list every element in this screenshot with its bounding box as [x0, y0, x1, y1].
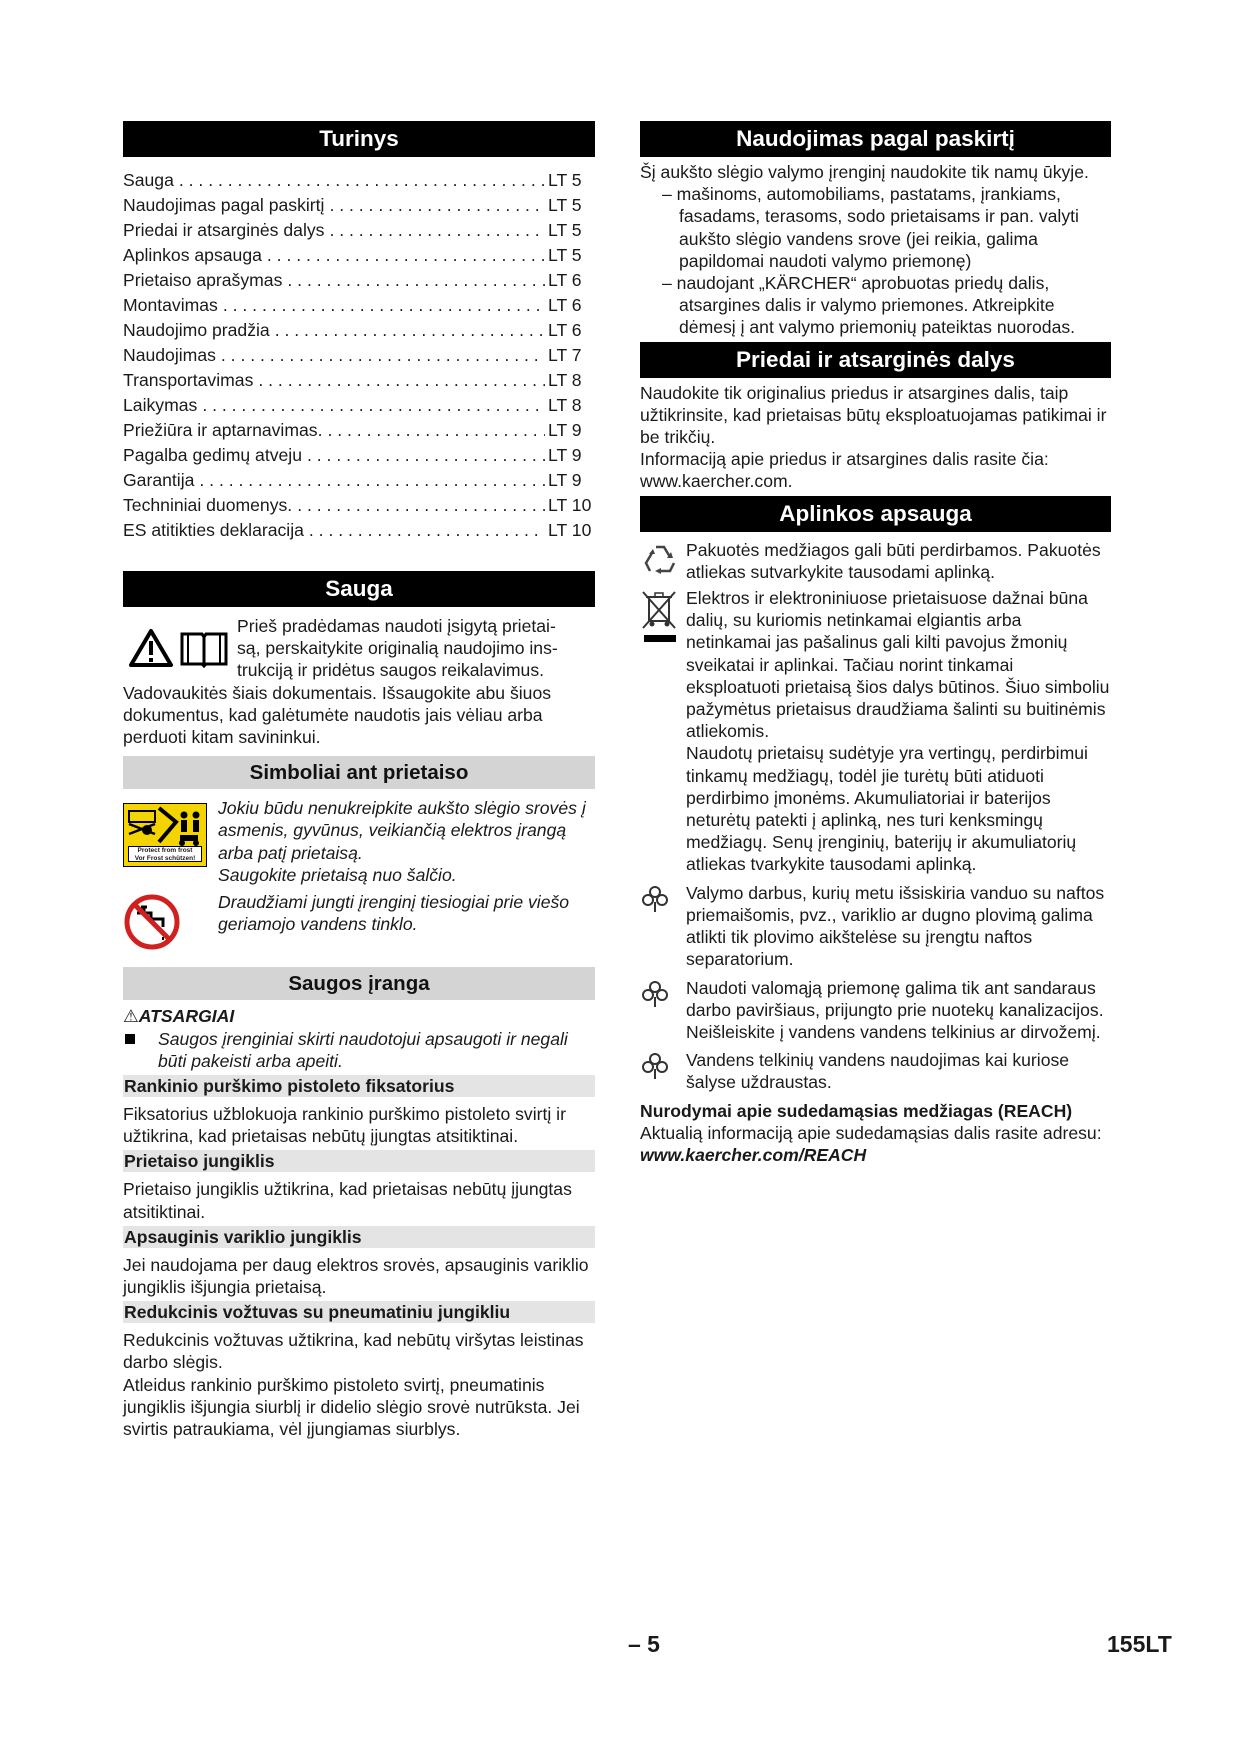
crossed-bin-icon: [640, 589, 680, 649]
toc-item-label: Naudojimas: [123, 345, 216, 365]
caution-triangle-icon: ⚠: [123, 1006, 139, 1027]
sauga-intro: [123, 615, 595, 748]
no-drinking-water-connection-icon: [123, 893, 181, 951]
toc-row: [123, 168, 595, 193]
toc-item-label: Pagalba gedimų atveju: [123, 445, 302, 465]
text-pressure-switch: Atleidus rankinio purškimo pistoleto svirtį, pneumatinis jungiklis išjungia siurblį ir didelio slėgio srovė nutrūksta. Jei svirtis patraukiama, vėl įjungiamas siurblys.: [123, 1374, 580, 1440]
toc-row: [123, 493, 595, 518]
heading-motor-protection: Apsauginis variklio jungiklis: [123, 1226, 595, 1248]
toc-item-label: Laikymas: [123, 395, 198, 415]
intended-use-heading: Naudojimas pagal paskirtį: [640, 121, 1111, 157]
text-motor-protection: Jei naudojama per daug elektros srovės, apsauginis variklio jungiklis išjungia prietaisą.: [123, 1254, 589, 1298]
toc-leader-dots: [282, 268, 545, 293]
toc-row: [123, 368, 595, 393]
toc-leader-dots: [302, 443, 545, 468]
toc-row: [123, 293, 595, 318]
warning-high-pressure: Jokiu būdu nenukreipkite aukšto slėgio srovės į asmenis, gyvūnus, veikiančią elektros įrangą arba patį prietaisą.: [218, 798, 586, 863]
env-recycle: Pakuotės medžiagos gali būti perdirbamos. Pakuotės atliekas sutvarkykite tausodami aplinką.: [640, 539, 1111, 583]
intended-use-item-2: – naudojant „KÄRCHER“ aprobuotas priedų dalis, atsargines dalis ir valymo priemones. Atkreipkite dėmesį į ant valymo priemonių pateiktas nuorodas.: [662, 273, 1076, 338]
toc-item-label: Priežiūra ir aptarnavimas.: [123, 420, 323, 440]
reach-text: Aktualią informaciją apie sudedamąsias dalis rasite adresu:: [640, 1122, 1102, 1143]
toc-item-label: Techniniai duomenys.: [123, 495, 293, 515]
toc-item-label: Montavimas: [123, 295, 218, 315]
intended-use-item-1: – mašinoms, automobiliams, pastatams, įrankiams, fasadams, terasoms, sodo prietaisams ir pan. valyti aukšto slėgio vandens srove (jei reikia, galima papildomai naudoti valymo priemonę): [662, 184, 1079, 271]
env-tip-1: Valymo darbus, kurių metu išsiskiria vanduo su naftos priemaišomis, pvz., variklio ar dugno plovimą galima atlikti tik plovimo aikštelėse su įrengtu naftos separatorium.: [640, 882, 1111, 971]
toc-item-page: LT 9: [548, 470, 582, 490]
open-book-icon: [178, 628, 230, 668]
toc-row: [123, 343, 595, 368]
symbols-heading: Simboliai ant prietaiso: [123, 756, 595, 789]
bullet-square-icon: [125, 1034, 135, 1044]
toc-item-label: Transportavimas: [123, 370, 254, 390]
toc-item-page: LT 9: [548, 445, 582, 465]
toc-item-label: Garantija: [123, 470, 195, 490]
left-column: [123, 121, 595, 1440]
toc-item-label: Priedai ir atsarginės dalys: [123, 220, 325, 240]
drinking-water-warning: [123, 891, 595, 935]
toc-item-page: LT 6: [548, 295, 582, 315]
toc-leader-dots: [324, 193, 545, 218]
reach-url: www.kaercher.com/REACH: [640, 1144, 867, 1165]
toc-leader-dots: [270, 318, 545, 343]
environment-tip-icon: [640, 979, 670, 1009]
caution-block: [123, 1005, 595, 1072]
toc-item-page: LT 5: [548, 195, 582, 215]
toc-row: [123, 393, 595, 418]
toc-row: [123, 468, 595, 493]
toc-item-page: LT 10: [548, 520, 592, 540]
toc-item-page: LT 6: [548, 270, 582, 290]
toc-row: [123, 318, 595, 343]
toc-item-page: LT 9: [548, 420, 582, 440]
accessories-text-1: Naudokite tik originalius priedus ir atsargines dalis, taip užtikrinsite, kad prietaisas būtų eksploatuojamas patikimai ir be trikčių.: [640, 382, 1107, 448]
env-weee: Elektros ir elektroniniuose prietaisuose dažnai būna dalių, su kuriomis netinkamai elgiantis arba netinkamai jas pašalinus gali kilti pavojus žmonių sveikatai ir aplinkai. Tačiau norint tinkamai eksploatuoti prietaisą šios dalys būtinos. Šiuo simboliu pažymėtus prietaisus draudžiama šalinti su buitinėmis atliekomis. Naudotų prietaisų sudėtyje yra vertingų, perdirbimui tinkamų medžiagų, todėl jie turėtų būti atiduoti perdirbimo įmonėms. Akumuliatoriai ir baterijos neturėtų patekti į aplinką, nes turi kenksmingų medžiagų. Senų įrenginių, baterijų ir akumuliatorių atliekas tvarkykite tausodami aplinką.: [640, 587, 1111, 876]
heading-trigger-lock: Rankinio purškimo pistoleto fiksatorius: [123, 1075, 595, 1097]
toc-item-page: LT 10: [548, 495, 592, 515]
env-tip-3: Vandens telkinių vandens naudojimas kai kuriose šalyse uždraustas.: [640, 1049, 1111, 1093]
toc-item-label: Prietaiso aprašymas: [123, 270, 283, 290]
recycling-icon: [640, 541, 680, 581]
sauga-intro-rest: Vadovaukitės šiais dokumentais. Išsaugokite abu šiuos dokumentus, kad galėtumėte naudotis jais vėliau arba perduoti kitam savininkui.: [123, 682, 552, 748]
toc-row: [123, 218, 595, 243]
toc-item-label: Naudojimo pradžia: [123, 320, 270, 340]
toc-row: [123, 268, 595, 293]
frost-warning-sign: [123, 803, 207, 867]
toc-leader-dots: [218, 293, 545, 318]
text-device-switch: Prietaiso jungiklis užtikrina, kad prietaisas nebūtų įjungtas atsitiktinai.: [123, 1179, 572, 1222]
sauga-intro-line1: Prieš pradėdamas naudoti įsigytą prietai-: [237, 616, 556, 636]
toc-item-label: Sauga: [123, 170, 174, 190]
toc-item-page: LT 8: [548, 395, 582, 415]
toc-leader-dots: [262, 243, 545, 268]
toc-item-page: LT 7: [548, 345, 582, 365]
read-manual-icons: [128, 628, 230, 668]
sauga-heading: Sauga: [123, 571, 595, 607]
right-column: [640, 121, 1111, 1166]
text-trigger-lock: Fiksatorius užblokuoja rankinio purškimo pistoleto svirtį ir užtikrina, kad prietaisas nebūtų įjungtas atsitiktinai.: [123, 1104, 566, 1147]
safety-equipment-heading: Saugos įranga: [123, 967, 595, 1000]
intended-use-intro: Šį aukšto slėgio valymo įrenginį naudokite tik namų ūkyje.: [640, 162, 1089, 182]
toc-item-label: Aplinkos apsauga: [123, 245, 262, 265]
toc-row: [123, 443, 595, 468]
toc-item-page: LT 5: [548, 245, 582, 265]
toc-row: [123, 418, 595, 443]
toc-leader-dots: [197, 393, 545, 418]
sauga-intro-line3: trukciją ir pridėtus saugos reikalavimus.: [237, 660, 545, 681]
toc-leader-dots: [216, 343, 545, 368]
warning-drinking-water: Draudžiami jungti įrenginį tiesiogiai prie viešo geriamojo vandens tinklo.: [218, 892, 570, 935]
warning-triangle-icon: [128, 628, 174, 668]
sauga-intro-line2: są, perskaitykite originalią naudojimo ins-: [237, 638, 558, 659]
environment-tip-icon: [640, 1051, 670, 1081]
toc-row: [123, 193, 595, 218]
frost-warning: [123, 797, 595, 886]
toc-heading: Turinys: [123, 121, 595, 157]
toc-item-page: LT 6: [548, 320, 582, 340]
frost-sign-label: Protect from frost Vor Frost schützen!: [128, 846, 202, 862]
toc-item-page: LT 5: [548, 220, 582, 240]
toc-row: [123, 518, 595, 543]
toc-leader-dots: [194, 468, 545, 493]
toc-leader-dots: [174, 168, 545, 193]
toc-leader-dots: [304, 518, 545, 543]
document-page-code: 155LT: [1107, 1631, 1172, 1657]
reach-heading: Nurodymai apie sudedamąsias medžiagas (REACH): [640, 1100, 1073, 1121]
accessories-heading: Priedai ir atsarginės dalys: [640, 342, 1111, 378]
toc-leader-dots: [253, 368, 545, 393]
toc-item-page: LT 8: [548, 370, 582, 390]
heading-pressure-valve: Redukcinis vožtuvas su pneumatiniu jungikliu: [123, 1301, 595, 1323]
toc-item-page: LT 5: [548, 170, 582, 190]
environment-heading: Aplinkos apsauga: [640, 496, 1111, 532]
spray-prohibition-icon: [124, 804, 206, 848]
toc-row: [123, 243, 595, 268]
toc-leader-dots: [324, 218, 545, 243]
toc-leader-dots: [292, 493, 545, 518]
caution-heading: ⚠ATSARGIAI: [123, 1006, 235, 1027]
accessories-text-2: Informaciją apie priedus ir atsargines dalis rasite čia: www.kaercher.com.: [640, 449, 1049, 492]
table-of-contents: [123, 168, 595, 543]
page-number: – 5: [628, 1631, 660, 1657]
env-tip-2: Naudoti valomąją priemonę galima tik ant sandaraus darbo paviršiaus, prijungto prie nuotekų kanalizacijos. Neišleiskite į vandens vandens telkinius ar dirvožemį.: [640, 977, 1111, 1044]
warning-frost: Saugokite prietaisą nuo šalčio.: [218, 864, 457, 885]
toc-item-label: ES atitikties deklaracija: [123, 520, 304, 540]
heading-device-switch: Prietaiso jungiklis: [123, 1150, 595, 1172]
caution-item: Saugos įrenginiai skirti naudotojui apsaugoti ir negali būti pakeisti arba apeiti.: [123, 1028, 595, 1072]
toc-item-label: Naudojimas pagal paskirtį: [123, 195, 325, 215]
environment-tip-icon: [640, 884, 670, 914]
toc-leader-dots: [322, 418, 545, 443]
text-pressure-valve: Redukcinis vožtuvas užtikrina, kad nebūtų viršytas leistinas darbo slėgis.: [123, 1330, 584, 1373]
